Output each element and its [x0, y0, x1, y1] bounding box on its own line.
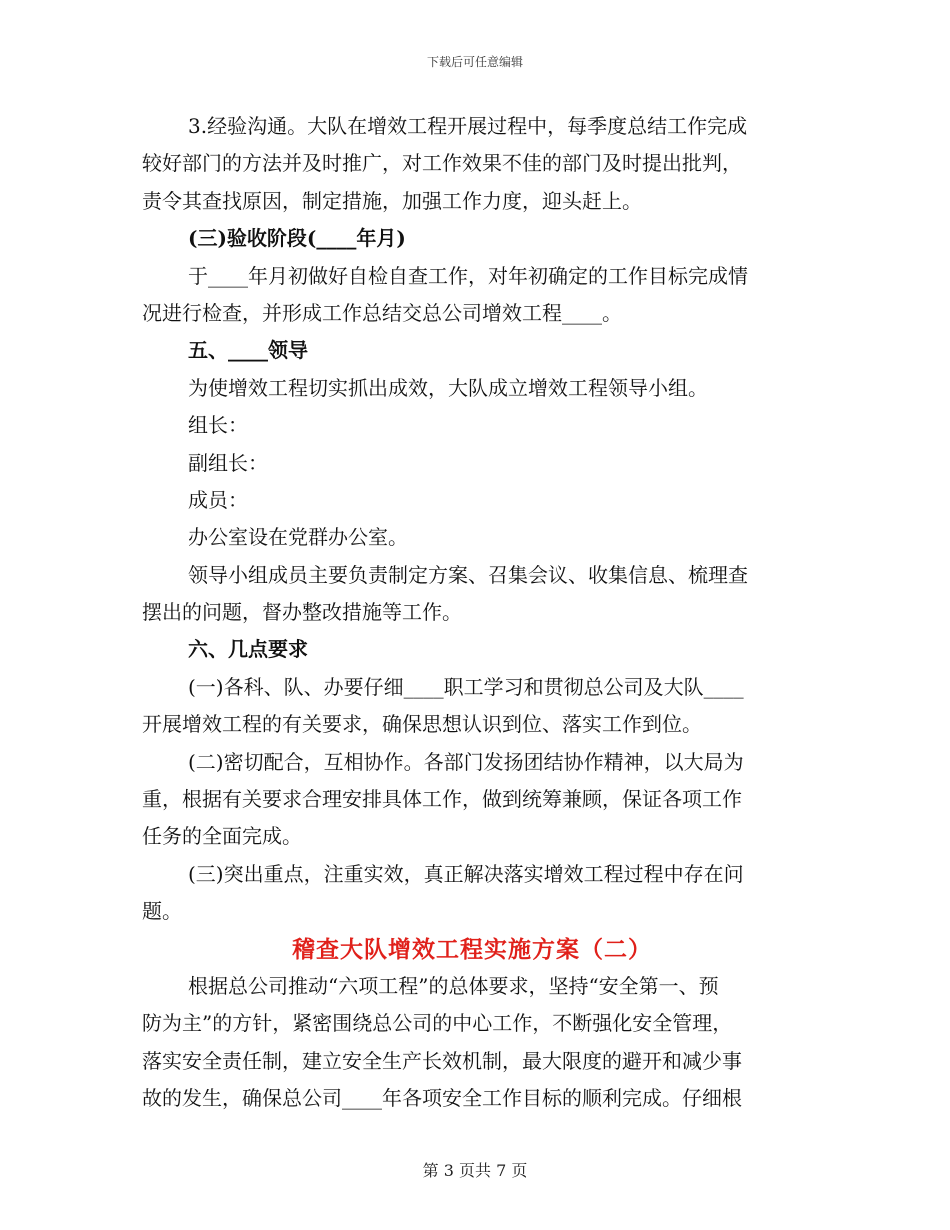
paragraph-line: 况进行检查，并形成工作总结交总公司增效工程____。	[142, 300, 622, 325]
paragraph-line: 成员：	[188, 487, 248, 512]
paragraph-line: 防为主”的方针，紧密围绕总公司的中心工作，不断强化安全管理，	[142, 1011, 733, 1036]
paragraph-line: 故的发生，确保总公司____年各项安全工作目标的顺利完成。仔细根	[142, 1086, 742, 1111]
paragraph-line: 3.经验沟通。大队在增效工程开展过程中，每季度总结工作完成	[188, 114, 748, 138]
paragraph-line: 题。	[142, 899, 182, 924]
page-header: 下载后可任意编辑	[426, 55, 523, 69]
paragraph-line: 副组长：	[188, 450, 268, 475]
paragraph-line: 根据总公司推动“六项工程”的总体要求，坚持“安全第一、预	[188, 973, 719, 998]
paragraph-line: 为使增效工程切实抓出成效，大队成立增效工程领导小组。	[188, 375, 708, 400]
paragraph-line: 领导小组成员主要负责制定方案、召集会议、收集信息、梳理查	[188, 562, 748, 587]
paragraph-line: (一)各科、队、办要仔细____职工学习和贯彻总公司及大队____	[188, 674, 744, 699]
paragraph-line: 较好部门的方法并及时推广，对工作效果不佳的部门及时提出批判，	[142, 151, 742, 176]
paragraph-line: 重，根据有关要求合理安排具体工作，做到统筹兼顾，保证各项工作	[142, 787, 742, 812]
paragraph-line: 责令其查找原因，制定措施，加强工作力度，迎头赶上。	[142, 188, 642, 213]
section-heading: 六、几点要求	[188, 637, 308, 662]
document-title: 稽查大队增效工程实施方案（二）	[292, 935, 652, 963]
paragraph-line: (二)密切配合，互相协作。各部门发扬团结协作精神，以大局为	[188, 749, 744, 774]
paragraph-line: 任务的全面完成。	[142, 824, 302, 849]
document-body	[142, 108, 802, 1118]
paragraph-line: 组长：	[188, 413, 248, 438]
paragraph-line: 于____年月初做好自检自查工作，对年初确定的工作目标完成情	[188, 263, 748, 288]
page-footer: 第 3 页共 7 页	[422, 1161, 528, 1180]
paragraph-line: 开展增效工程的有关要求，确保思想认识到位、落实工作到位。	[142, 712, 702, 737]
paragraph-line: 摆出的问题，督办整改措施等工作。	[142, 600, 462, 625]
paragraph-line: 办公室设在党群办公室。	[188, 525, 408, 550]
paragraph-line: 落实安全责任制，建立安全生产长效机制，最大限度的避开和减少事	[142, 1048, 742, 1073]
paragraph-line: (三)突出重点，注重实效，真正解决落实增效工程过程中存在问	[188, 861, 744, 886]
section-heading: 五、____领导	[188, 338, 308, 363]
section-heading: (三)验收阶段(____年月)	[188, 226, 406, 251]
